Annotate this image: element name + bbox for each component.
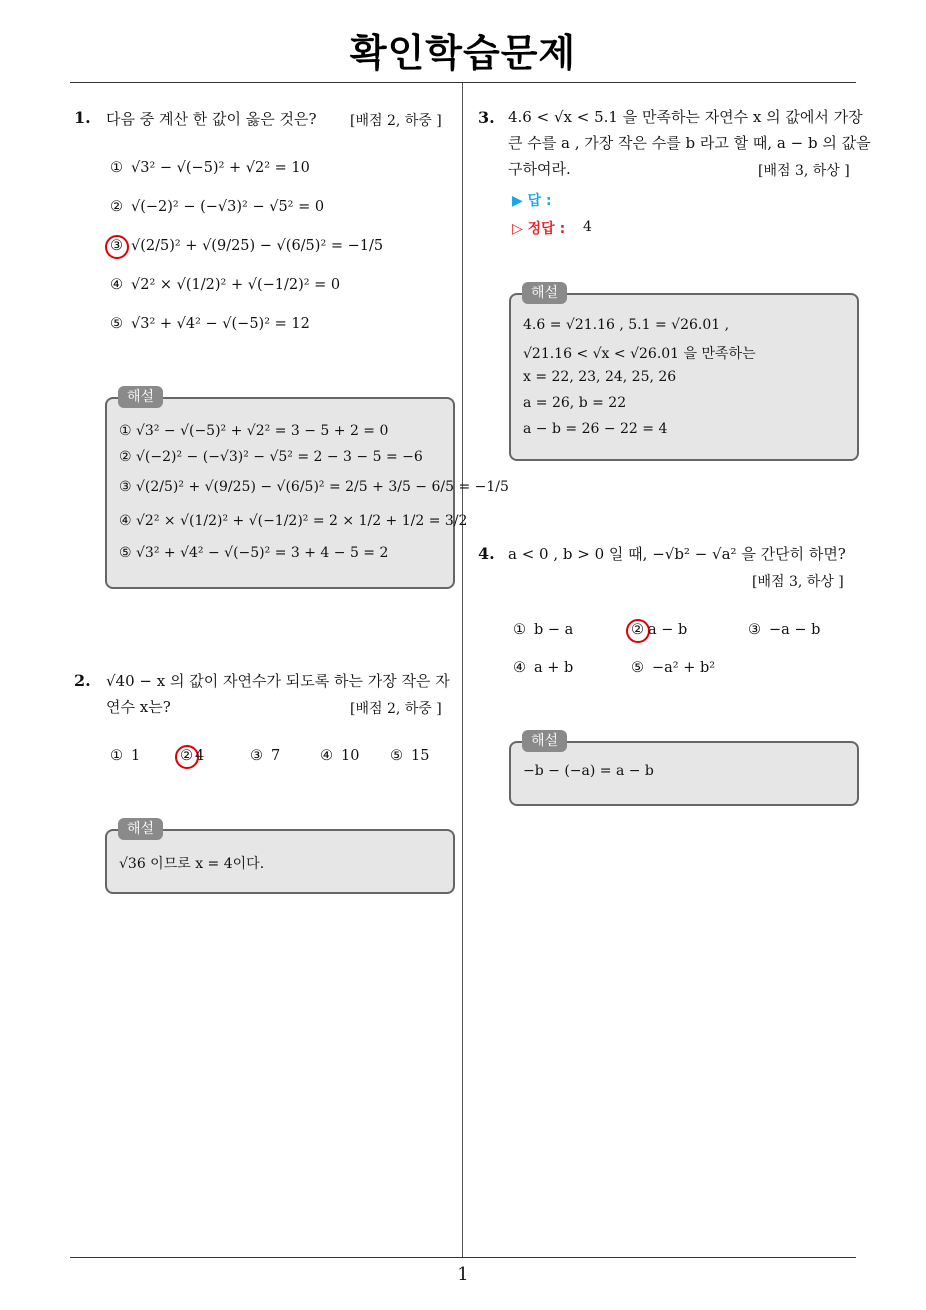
explanation-line: x = 22, 23, 24, 25, 26 <box>523 369 677 385</box>
correct-answer-value: 4 <box>583 219 592 235</box>
option-expr: √3² − √(−5)² + √2² = 10 <box>131 160 310 176</box>
question-meta: [배점 2, 하중 ] <box>350 113 442 129</box>
option-3[interactable]: ③ −a − b <box>748 622 821 638</box>
option-expr: √2² × √(1/2)² + √(−1/2)² = 0 <box>131 277 341 293</box>
option-3[interactable]: ③ √(2/5)² + √(9/25) − √(6/5)² = −1/5 <box>110 238 384 254</box>
option-expr: √3² + √4² − √(−5)² = 12 <box>131 316 310 332</box>
option-2[interactable]: ② a − b <box>631 622 688 638</box>
option-1[interactable]: ① b − a <box>513 622 574 638</box>
option-2[interactable]: ② 4 <box>180 748 205 764</box>
explanation-line: ④ √2² × √(1/2)² + √(−1/2)² = 2 × 1/2 + 1/2 = 3/2 <box>119 513 468 529</box>
explanation-line: √36 이므로 x = 4이다. <box>119 856 265 872</box>
question-number: 2. <box>74 671 91 690</box>
option-5[interactable]: ⑤ −a² + b² <box>631 660 716 676</box>
option-expr: √(−2)² − (−√3)² − √5² = 0 <box>131 199 325 215</box>
option-2[interactable]: ② √(−2)² − (−√3)² − √5² = 0 <box>110 199 325 215</box>
question-meta: [배점 2, 하중 ] <box>350 701 442 717</box>
question-text-line-2: 큰 수를 a , 가장 작은 수를 b 라고 할 때, a − b 의 값을 <box>508 134 871 152</box>
question-meta: [배점 3, 하상 ] <box>758 163 850 179</box>
explanation-line: a − b = 26 − 22 = 4 <box>523 421 668 437</box>
option-3[interactable]: ③ 7 <box>250 748 281 764</box>
explanation-line: −b − (−a) = a − b <box>523 763 654 779</box>
question-number: 4. <box>478 544 495 563</box>
explanation-line: ③ √(2/5)² + √(9/25) − √(6/5)² = 2/5 + 3/5 − 6/5 = −1/5 <box>119 479 509 495</box>
question-number: 1. <box>74 108 91 127</box>
explanation-box <box>509 293 859 461</box>
explanation-tag: 해설 <box>118 818 163 840</box>
answer-label: ▶ 답 : <box>512 193 552 209</box>
explanation-line: ⑤ √3² + √4² − √(−5)² = 3 + 4 − 5 = 2 <box>119 545 389 561</box>
header-rule <box>70 82 856 83</box>
question-text: a < 0 , b > 0 일 때, −√b² − √a² 을 간단히 하면? <box>508 545 846 563</box>
explanation-tag: 해설 <box>522 730 567 752</box>
option-4[interactable]: ④ √2² × √(1/2)² + √(−1/2)² = 0 <box>110 277 341 293</box>
column-divider <box>462 83 463 1258</box>
explanation-line: ② √(−2)² − (−√3)² − √5² = 2 − 3 − 5 = −6 <box>119 449 423 465</box>
explanation-tag: 해설 <box>118 386 163 408</box>
question-text: 다음 중 계산 한 값이 옳은 것은? <box>106 110 317 128</box>
page-title: 확인학습문제 <box>349 31 577 75</box>
question-text-line-1: √40 − x 의 값이 자연수가 되도록 하는 가장 작은 자 <box>106 672 450 690</box>
option-5[interactable]: ⑤ √3² + √4² − √(−5)² = 12 <box>110 316 310 332</box>
correct-answer-label: ▷ 정답 : <box>512 221 566 237</box>
option-5[interactable]: ⑤ 15 <box>390 748 430 764</box>
option-1[interactable]: ① √3² − √(−5)² + √2² = 10 <box>110 160 310 176</box>
question-text-line-3: 구하여라. <box>508 160 571 178</box>
explanation-box <box>105 397 509 589</box>
page-number: 1 <box>457 1264 469 1285</box>
explanation-line: 4.6 = √21.16 , 5.1 = √26.01 , <box>523 317 730 333</box>
option-1[interactable]: ① 1 <box>110 748 141 764</box>
explanation-line: ① √3² − √(−5)² + √2² = 3 − 5 + 2 = 0 <box>119 423 389 439</box>
option-4[interactable]: ④ a + b <box>513 660 574 676</box>
explanation-line: a = 26, b = 22 <box>523 395 627 411</box>
footer-rule <box>70 1257 856 1258</box>
question-text-line-1: 4.6 < √x < 5.1 을 만족하는 자연수 x 의 값에서 가장 <box>508 108 863 126</box>
explanation-tag: 해설 <box>522 282 567 304</box>
question-number: 3. <box>478 108 495 127</box>
question-text-line-2: 연수 x는? <box>106 698 171 716</box>
option-expr: √(2/5)² + √(9/25) − √(6/5)² = −1/5 <box>131 238 384 254</box>
explanation-line: √21.16 < √x < √26.01 을 만족하는 <box>523 346 756 362</box>
option-4[interactable]: ④ 10 <box>320 748 360 764</box>
question-meta: [배점 3, 하상 ] <box>752 574 844 590</box>
